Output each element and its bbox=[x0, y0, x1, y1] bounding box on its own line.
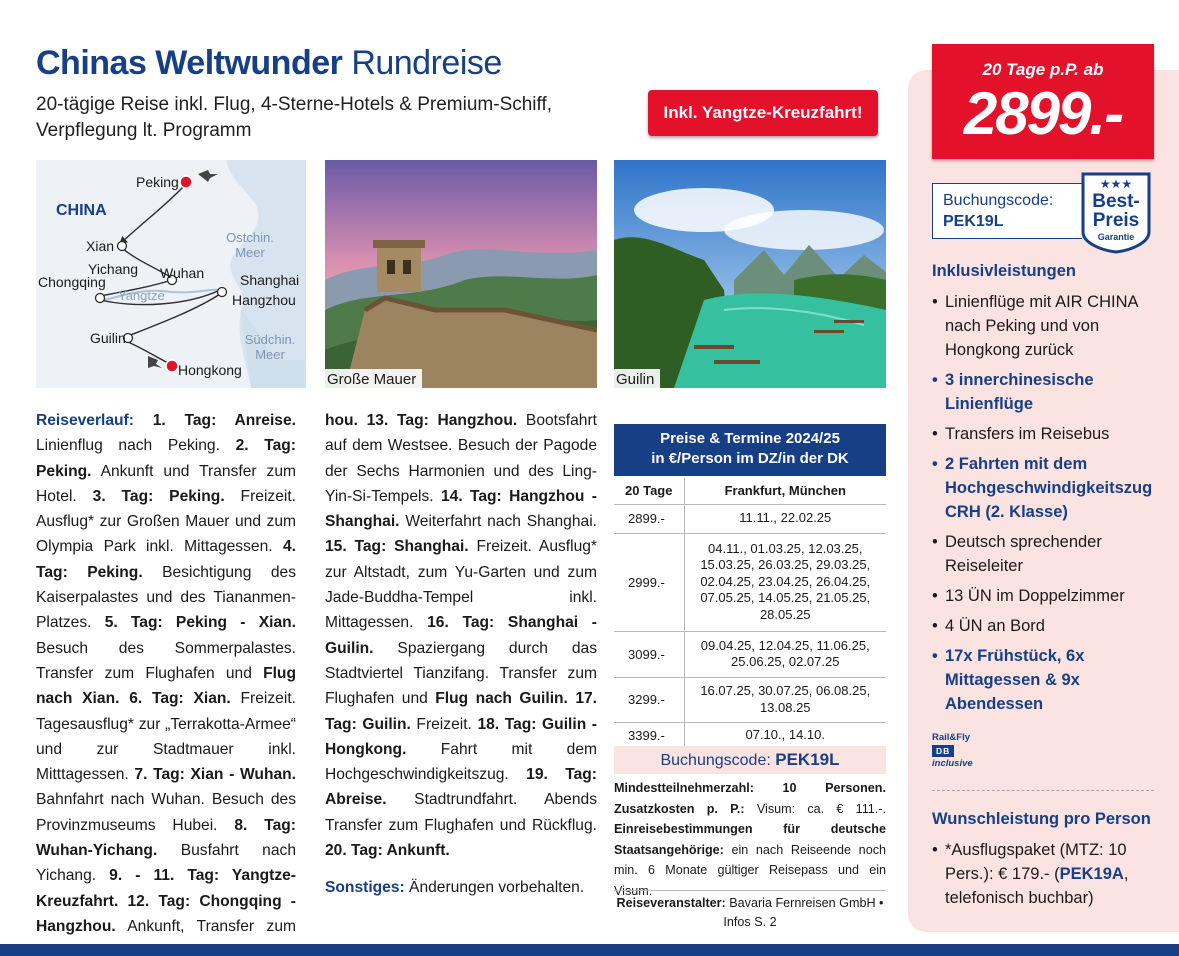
itinerary-segment: Flug nach Xian. bbox=[36, 664, 296, 708]
min-participants-label: Mindestteilnehmerzahl: 10 Personen. Zusatzkosten p. P.: bbox=[614, 781, 886, 816]
itinerary-segment: Weiterfahrt nach Shanghai. bbox=[399, 513, 597, 531]
photo-guilin bbox=[614, 160, 886, 388]
sidebar-booking-code bbox=[932, 183, 1082, 239]
price-table-heading-line2: in €/Person im DZ/in der DK bbox=[651, 450, 849, 467]
itinerary-segment: Bootsfahrt auf dem Westsee. Besuch der Pagode der Sechs Harmonien und des Ling-Yin-Si-Tempels. bbox=[325, 412, 598, 505]
itinerary-segment: 2. Tag: Peking. bbox=[36, 437, 296, 480]
itinerary-segment: Reiseverlauf: bbox=[36, 412, 134, 429]
bottom-bar bbox=[0, 944, 1179, 956]
optional-service-text-2: , telefonisch buchbar) bbox=[945, 865, 1129, 907]
map-label-city: Hangzhou bbox=[232, 292, 296, 308]
map-label-city: Wuhan bbox=[160, 265, 205, 281]
visum-text: Visum: ca. € 111.-. bbox=[744, 801, 886, 816]
list-item: • 4 ÜN an Bord bbox=[932, 614, 1162, 638]
price-value: 2899.- bbox=[963, 80, 1123, 147]
price-caption: 20 Tage p.P. ab bbox=[982, 60, 1104, 79]
optional-service-code: PEK19A bbox=[1059, 865, 1124, 883]
tour-operator-label: Reiseveranstalter: bbox=[616, 896, 726, 910]
tour-operator-text: Bavaria Fernreisen GmbH • Infos S. 2 bbox=[723, 896, 884, 929]
row-dates: 11.11., 22.02.25 bbox=[684, 504, 886, 533]
itinerary-segment: Besichtigung des Kaiserpalastes und des Tiananmen-Platzes. bbox=[36, 563, 296, 632]
itinerary-segment: Ankunft, Transfer zum bbox=[127, 917, 296, 935]
itinerary-segment: 14. Tag: Hangzhou - Shanghai. bbox=[325, 487, 597, 531]
inclusions-title: Inklusivleistungen bbox=[932, 262, 1076, 280]
optional-service-text-1: *Ausflugspaket (MTZ: 10 Pers.): € 179.- ( bbox=[945, 841, 1127, 883]
itinerary-segment: 18. Tag: Guilin - Hongkong. bbox=[325, 715, 597, 758]
itinerary-column-2 bbox=[325, 408, 597, 901]
map-label-city: Yichang bbox=[88, 261, 139, 277]
row-price: 3099.- bbox=[614, 631, 684, 677]
inclusions-list bbox=[932, 290, 1162, 722]
table-row bbox=[614, 533, 886, 631]
table-row bbox=[614, 631, 886, 677]
itinerary-segment: Stadtrundfahrt. Abends Transfer zum Flughafen und Rückflug. bbox=[325, 791, 597, 834]
map-label-sea-south: Südchin. Meer bbox=[244, 332, 296, 362]
itinerary-segment: 19. Tag: Abreise. bbox=[325, 766, 597, 809]
itinerary-segment: 5. Tag: Peking - Xian. bbox=[104, 614, 296, 632]
booking-code-value: PEK19L bbox=[775, 750, 840, 769]
itinerary-segment: hou. 13. Tag: Hangzhou. bbox=[325, 412, 518, 429]
itinerary-segment: 4. Tag: Peking. bbox=[36, 538, 296, 581]
row-dates: 04.11., 01.03.25, 12.03.25, 15.03.25, 26.03.25, 29.03.25, 02.04.25, 23.04.25, 26.04.25, 07.05.25, 14.05.25, 21.05.25, 28.05.25 bbox=[684, 533, 886, 631]
bestpreis-line1: Best- bbox=[1092, 191, 1140, 212]
itinerary-segment: 3. Tag: Peking. bbox=[92, 487, 225, 505]
list-item: • 17x Frühstück, 6x Mittagessen & 9x Abendessen bbox=[932, 644, 1162, 716]
photo-label: Große Mauer bbox=[325, 369, 422, 388]
list-item: • 2 Fahrten mit dem Hochgeschwindigkeitszug CRH (2. Klasse) bbox=[932, 452, 1162, 524]
list-item: • 3 innerchinesische Linienflüge bbox=[932, 368, 1162, 416]
yangtze-badge: Inkl. Yangtze-Kreuzfahrt! bbox=[648, 90, 878, 136]
itinerary-segment: 6. Tag: Xian. bbox=[129, 690, 231, 708]
itinerary-segment: Spaziergang durch das Stadtviertel Tianzifang. Transfer zum Flughafen und bbox=[325, 639, 597, 708]
bestpreis-line2: Preis bbox=[1092, 210, 1140, 231]
itinerary-segment: 16. Tag: Shanghai - Guilin. bbox=[325, 614, 597, 657]
map-label-city: Hongkong bbox=[178, 362, 242, 378]
photo-label: Guilin bbox=[614, 369, 660, 388]
itinerary-segment: Flug nach Guilin. 17. Tag: Guilin. bbox=[325, 690, 597, 733]
railfly-top: Rail&Fly bbox=[932, 732, 971, 743]
einreise-text: ein nach Reiseende noch min. 6 Monate gültiger Reisepass und ein Visum. bbox=[614, 842, 886, 898]
itinerary-segment: Ankunft und Transfer zum Hotel. bbox=[36, 462, 296, 505]
map-label-city: Guilin bbox=[90, 330, 126, 346]
tour-operator bbox=[614, 890, 886, 932]
itinerary-segment: Freizeit. Ausflug* zur Altstadt, zum Yu-Garten und zum Jade-Buddha-Tempel inkl. Mittagessen. bbox=[325, 538, 597, 632]
itinerary-segment: 20. Tag: Ankunft. bbox=[325, 842, 450, 860]
railfly-logo bbox=[932, 733, 973, 769]
row-price: 2999.- bbox=[614, 533, 684, 631]
itinerary-segment: Freizeit. Ausflug* zur Großen Mauer und zum Olympia Park inkl. Mittagessen. bbox=[36, 487, 297, 556]
itinerary-segment: Bahnfahrt nach Wuhan. Besuch des Provinzmuseums Hubei. bbox=[36, 791, 296, 834]
map-label-city: Shanghai bbox=[240, 272, 300, 288]
map-label-sea-east: Ostchin. Meer bbox=[226, 230, 274, 260]
bestpreis-seal-icon bbox=[1077, 170, 1155, 254]
table-booking-code bbox=[614, 746, 886, 774]
map-label-city: Xian bbox=[86, 238, 115, 254]
railfly-bottom: inclusive bbox=[932, 758, 973, 769]
list-item: • Transfers im Reisebus bbox=[932, 422, 1162, 446]
einreise-label: Einreisebestimmungen für deutsche Staatsangehörige: bbox=[614, 822, 886, 857]
table-row bbox=[614, 504, 886, 533]
map-label-country: CHINA bbox=[56, 202, 107, 219]
itinerary-segment: Fahrt mit dem Hochgeschwindigkeitszug. bbox=[325, 740, 597, 784]
column-header-dates: Frankfurt, München bbox=[684, 478, 886, 504]
row-dates: 07.10., 14.10. bbox=[684, 722, 886, 748]
itinerary-segment: Linienflug nach Peking. bbox=[36, 437, 236, 455]
price-table-heading-line1: Preise & Termine 2024/25 bbox=[660, 430, 840, 447]
row-price: 3299.- bbox=[614, 677, 684, 722]
subtitle: 20-tägige Reise inkl. Flug, 4-Sterne-Hotels & Premium-Schiff, Verpflegung lt. Programm bbox=[36, 94, 553, 141]
photo-great-wall bbox=[325, 160, 597, 388]
sidebar-booking-label: Buchungscode: bbox=[943, 192, 1054, 209]
row-dates: 09.04.25, 12.04.25, 11.06.25, 25.06.25, 02.07.25 bbox=[684, 631, 886, 677]
itinerary-segment: Freizeit. Tagesausflug* zur „Terrakotta-Armee“ und zur Stadtmauer inkl. Mitttagessen. bbox=[36, 690, 296, 784]
itinerary-segment: Busfahrt nach Yichang. bbox=[36, 842, 296, 885]
optional-service-title: Wunschleistung pro Person bbox=[932, 810, 1151, 828]
column-header-price: 20 Tage bbox=[614, 478, 684, 504]
title-bold: Chinas Weltwunder bbox=[36, 44, 343, 82]
row-price: 3399.- bbox=[614, 722, 684, 748]
conditions-text bbox=[614, 778, 886, 901]
title-light: Rundreise bbox=[351, 44, 502, 82]
table-row bbox=[614, 722, 886, 748]
price-box bbox=[932, 44, 1154, 159]
great-wall-illustration bbox=[325, 160, 597, 388]
itinerary-segment: 1. Tag: Anreise. bbox=[133, 412, 296, 429]
sidebar-divider bbox=[932, 790, 1154, 791]
table-row bbox=[614, 677, 886, 722]
sonstiges-label: Sonstiges: bbox=[325, 879, 405, 897]
route-map bbox=[36, 160, 306, 388]
price-table bbox=[614, 478, 886, 749]
map-label-river: Yangtze bbox=[118, 288, 165, 303]
itinerary-column-1 bbox=[36, 408, 296, 956]
row-price: 2899.- bbox=[614, 504, 684, 533]
itinerary-segment: Besuch des Sommerpalastes. Transfer zum Flughafen und bbox=[36, 639, 296, 682]
itinerary-segment: 8. Tag: Wuhan-Yichang. bbox=[36, 816, 296, 860]
page-title bbox=[36, 44, 502, 83]
map-label-city: Peking bbox=[136, 174, 179, 190]
list-item: • Linienflüge mit AIR CHINA nach Peking und von Hongkong zurück bbox=[932, 290, 1162, 362]
bestpreis-line3: Garantie bbox=[1097, 232, 1135, 242]
price-table-header-row bbox=[614, 478, 886, 504]
itinerary-segment bbox=[119, 690, 129, 707]
row-dates: 16.07.25, 30.07.25, 06.08.25, 13.08.25 bbox=[684, 677, 886, 722]
railfly-db-icon: DB bbox=[932, 745, 954, 757]
booking-code-label: Buchungscode: bbox=[660, 752, 771, 769]
list-item: • Deutsch sprechender Reiseleiter bbox=[932, 530, 1162, 578]
itinerary-segment: Freizeit. bbox=[410, 715, 478, 733]
list-item: • 13 ÜN im Doppelzimmer bbox=[932, 584, 1162, 608]
sidebar-booking-value: PEK19L bbox=[943, 213, 1004, 230]
itinerary-segment: 15. Tag: Shanghai. bbox=[325, 538, 469, 556]
price-table-heading bbox=[614, 424, 886, 476]
itinerary-segment: 7. Tag: Xian - Wuhan. bbox=[134, 766, 297, 784]
sonstiges-text: Änderungen vorbehalten. bbox=[404, 879, 585, 897]
optional-service-text bbox=[932, 838, 1157, 910]
map-label-city: Chongqing bbox=[38, 274, 106, 290]
itinerary-segment: 9. - 11. Tag: Yangtze-Kreuzfahrt. 12. Tag: Chongqing - Hangzhou. bbox=[36, 867, 296, 935]
guilin-illustration bbox=[614, 160, 886, 388]
svg-text:★★★: ★★★ bbox=[1099, 177, 1133, 191]
